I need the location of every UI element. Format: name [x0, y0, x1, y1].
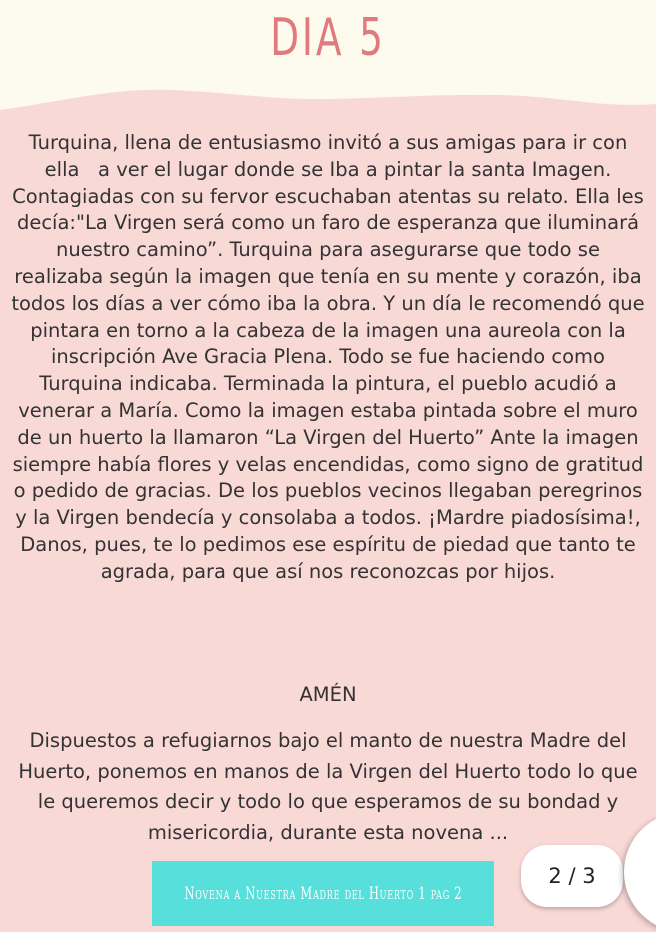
- main-paragraph: Turquina, llena de entusiasmo invitó a sus amigas para ir con ella a ver el lugar donde se Iba a pintar la santa Imagen. Contagiadas con su fervor escuchaban atentas su relato. Ella les decía:"La Virgen será como un faro de esperanza que iluminará nuestro camino”. Turquina para asegurarse que todo se realizaba según la imagen que tenía en su mente y corazón, iba todos los días a ver cómo iba la obra. Y un día le recomendó que pintara en torno a la cabeza de la imagen una aureola con la inscripción Ave Gracia Plena. Todo se fue haciendo como Turquina indicaba. Terminada la pintura, el pueblo acudió a venerar a María. Como la imagen estaba pintada sobre el muro de un huerto la llamaron “La Virgen del Huerto” Ante la imagen siempre había flores y velas encendidas, como signo de gratitud o pedido de gracias. De los pueblos vecinos llegaban peregrinos y la Virgen bendecía y consolaba a todos. ¡Mardre piadosísima!, Danos, pues, te lo pedimos ese espíritu de piedad que tanto te agrada, para que así nos reconozcas por hijos.: [11, 131, 645, 583]
- closing-paragraph: Dispuestos a refugiarnos bajo el manto de nuestra Madre del Huerto, ponemos en manos de la Virgen del Huerto todo lo que le queremos decir y todo lo que esperamos de su bondad y misericordia, durante esta novena ...: [18, 729, 638, 844]
- footer-banner: [152, 861, 494, 926]
- page-indicator: 2 / 3: [521, 845, 623, 907]
- page-title: DIA 5: [270, 8, 386, 68]
- footer-label: Novena a Nuestra Madre del Huerto 1 pag 2: [184, 883, 462, 904]
- amen-text: AMÉN: [299, 683, 357, 706]
